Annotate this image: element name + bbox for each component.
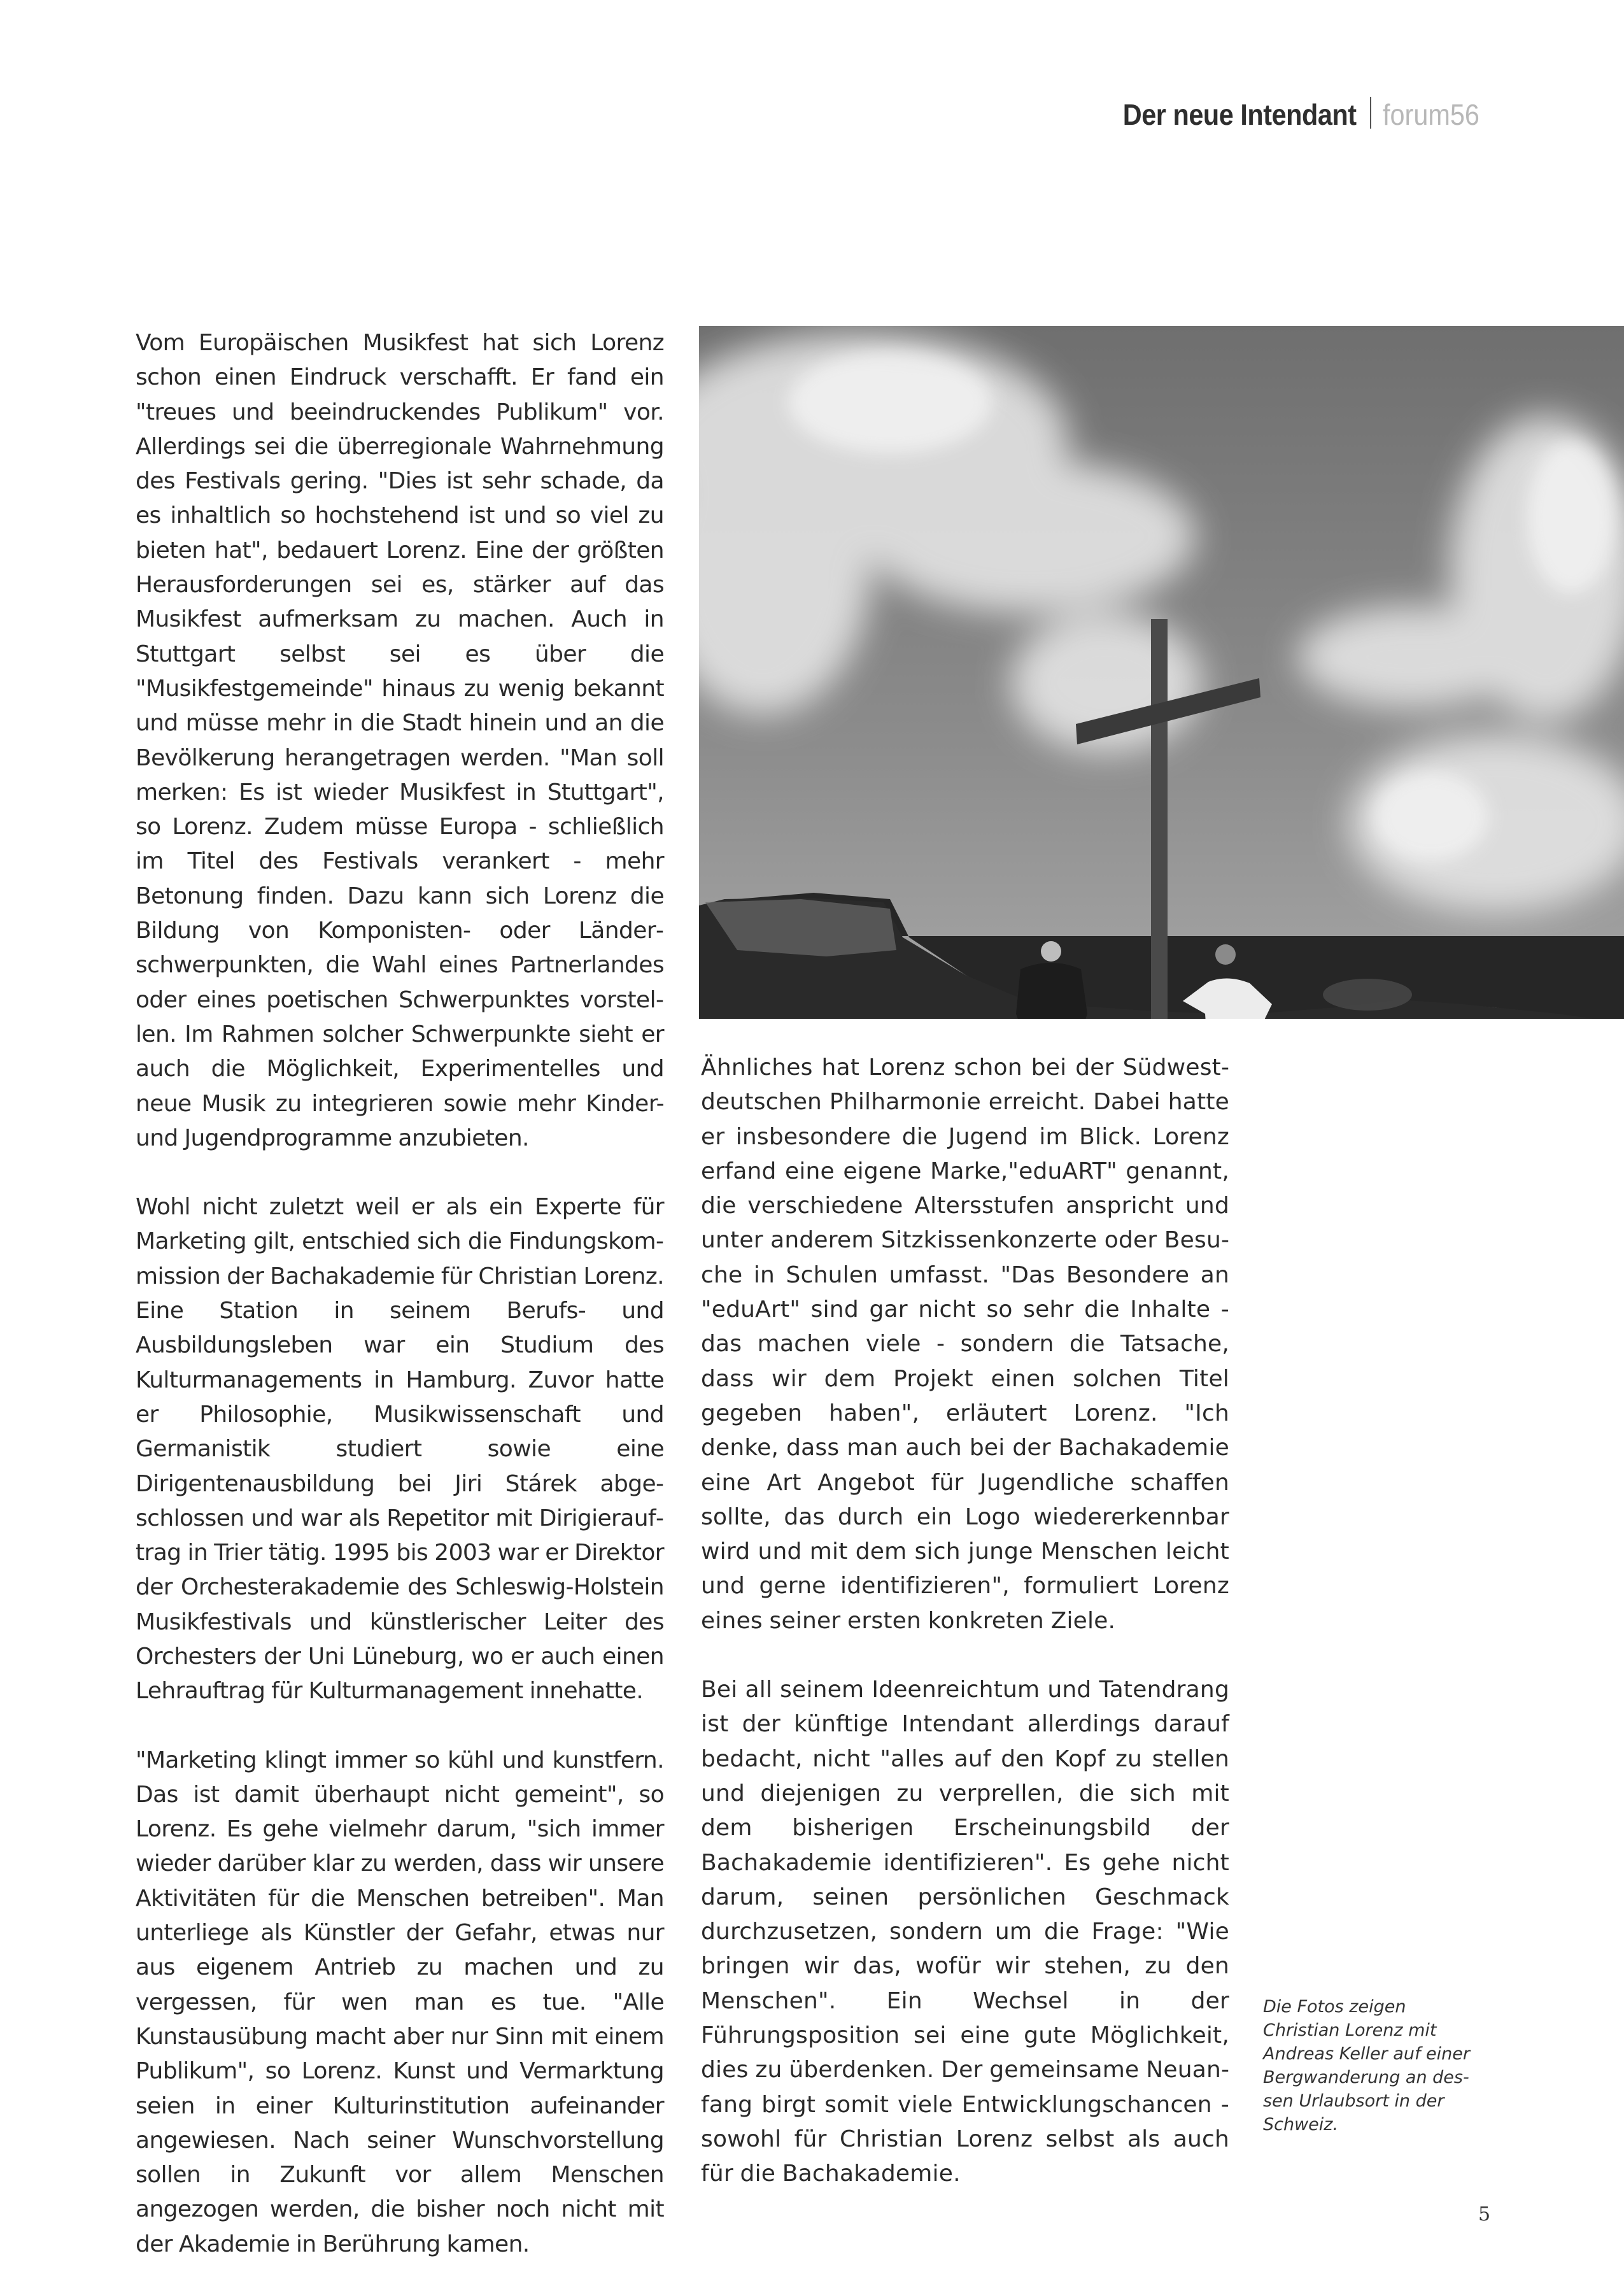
paragraph: Wohl nicht zuletzt weil er als ein Experte für Marketing gilt, entschied sich die Findungskommission der Bachakademie für Christian Lorenz. Eine Station in seinem Berufs- und Ausbildungsleben war ein Studium des Kulturmanagements in Hamburg. Zuvor hatte er Philosophie, Musikwissenschaft und Germanistik studiert sowie eine Dirigentenausbildung bei Jiri Stárek abgeschlossen und war als Repetitor mit Dirigierauftrag in Trier tätig. 1995 bis 2003 war er Direktor der Orchesterakademie des Schleswig-Holstein Musikfestivals und künstlerischer Leiter des Orchesters der Uni Lüneburg, wo er auch einen Lehrauftrag für Kulturmanagement innehatte.	[136, 1194, 664, 1705]
caption-line: sen Urlaubsort in der	[1263, 2091, 1444, 2111]
page-number: 5	[1478, 2203, 1491, 2226]
paragraph: Ähnliches hat Lorenz schon bei der Südwestdeutschen Philharmonie erreicht. Dabei hatte er insbesondere die Jugend im Blick. Lorenz erfand eine eigene Marke,"eduART" genannt, die verschiedene Altersstufen anspricht und unter anderem Sitzkissenkonzerte oder Besuche in Schulen umfasst. "Das Besondere an "eduArt" sind gar nicht so sehr die Inhalte - das machen viele - sondern die Tatsache, dass wir dem Projekt einen solchen Titel gegeben haben", erläutert Lorenz. "Ich denke, dass man auch bei der Bachakademie eine Art Angebot für Jugendliche schaffen sollte, das durch ein Logo wiedererkennbar wird und mit dem sich junge Menschen leicht und gerne identifizieren", formuliert Lorenz eines seiner ersten konkreten Ziele.	[701, 1054, 1229, 1634]
caption-line: Christian Lorenz mit	[1263, 2020, 1437, 2040]
magazine-issue-label: forum56	[1383, 98, 1480, 131]
header-separator	[1370, 97, 1371, 129]
caption-line: Schweiz.	[1263, 2115, 1339, 2134]
paragraph: Vom Europäischen Musikfest hat sich Lorenz schon einen Eindruck verschafft. Er fand ein "treues und beeindruckendes Publikum" vor. Allerdings sei die überregionale Wahrnehmung des Festivals gering. "Dies ist sehr schade, da es inhaltlich so hochstehend ist und so viel zu bieten hat", bedauert Lorenz. Eine der größten Herausforderungen sei es, stärker auf das Musikfest aufmerksam zu machen. Auch in Stuttgart selbst sei es über die "Musikfestgemeinde" hinaus zu wenig bekannt und müsse mehr in die Stadt hinein und an die Bevölkerung herangetragen werden. "Man soll merken: Es ist wieder Musikfest in Stuttgart", so Lorenz. Zudem müsse Europa - schließlich im Titel des Festivals verankert - mehr Betonung finden. Dazu kann sich Lorenz die Bildung von Komponisten- oder Länderschwerpunkten, die Wahl eines Partnerlandes oder eines poetischen Schwerpunktes vorstellen. Im Rahmen solcher Schwerpunkte sieht er auch die Möglichkeit, Experimentelles und neue Musik zu integrieren sowie mehr Kinder- und Jugendprogramme anzubieten.	[136, 330, 664, 1151]
paragraph: Bei all seinem Ideenreichtum und Tatendrang ist der künftige Intendant allerdings darauf bedacht, nicht "alles auf den Kopf zu stellen und diejenigen zu verprellen, die sich mit dem bisherigen Erscheinungsbild der Bachakademie identifizieren". Es gehe nicht darum, seinen persönlichen Geschmack durchzusetzen, sondern um die Frage: "Wie bringen wir das, wofür wir stehen, zu den Menschen". Ein Wechsel in der Führungsposition sei eine gute Möglichkeit, dies zu überdenken. Der gemeinsame Neuanfang birgt somit viele Entwicklungschancen - sowohl für Christian Lorenz selbst als auch für die Bachakademie.	[701, 1677, 1229, 2187]
caption-line: Die Fotos zeigen	[1263, 1997, 1406, 2017]
article-column-right	[701, 1051, 1229, 2192]
caption-line: Andreas Keller auf einer	[1263, 2044, 1470, 2064]
photo-illustration	[699, 326, 1624, 1019]
article-column-left	[136, 326, 664, 2262]
photo-caption	[1263, 1995, 1492, 2136]
section-title: Der neue Intendant	[1122, 98, 1357, 131]
running-header	[1097, 93, 1490, 132]
caption-line: Bergwanderung an des-	[1263, 2068, 1469, 2087]
summit-cross-photo	[699, 326, 1624, 1019]
paragraph: "Marketing klingt immer so kühl und kunstfern. Das ist damit überhaupt nicht gemeint", so Lorenz. Es gehe vielmehr darum, "sich immer wieder darüber klar zu werden, dass wir unsere Aktivitäten für die Menschen betreiben". Man unterliege als Künstler der Gefahr, etwas nur aus eigenem Antrieb zu machen und zu vergessen, für wen man es tue. "Alle Kunstausübung macht aber nur Sinn mit einem Publikum", so Lorenz. Kunst und Vermarktung seien in einer Kulturinstitution aufeinander angewiesen. Nach seiner Wunschvorstellung sollen in Zukunft vor allem Menschen angezogen werden, die bisher noch nicht mit der Akademie in Berührung kamen.	[136, 1747, 664, 2257]
